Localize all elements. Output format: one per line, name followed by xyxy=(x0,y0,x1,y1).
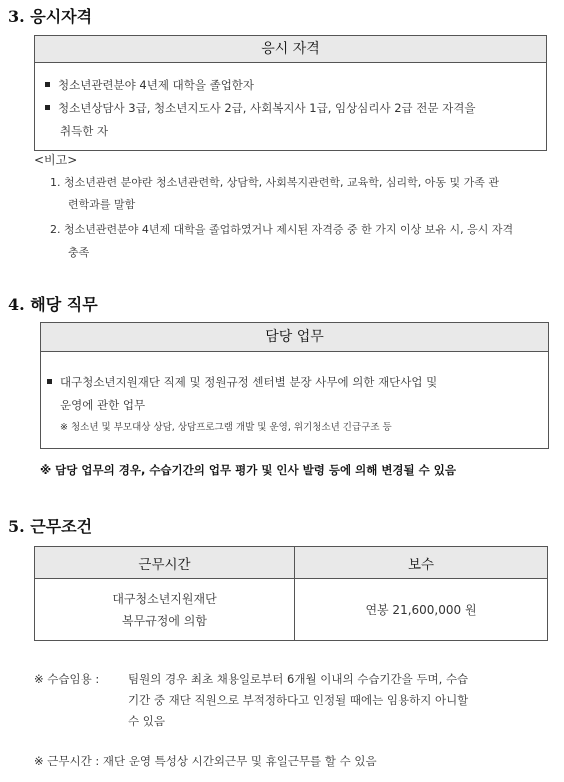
section-3-heading: 3. 응시자격 xyxy=(8,7,93,26)
eligibility-box xyxy=(34,35,547,151)
eligibility-item-1: 청소년관련분야 4년제 대학을 졸업한자 xyxy=(45,74,254,96)
probation-line-2: 기간 중 재단 직원으로 부적정하다고 인정될 때에는 임용하지 아니할 xyxy=(128,693,469,707)
bullet-icon xyxy=(47,379,52,384)
eligibility-box-title: 응시 자격 xyxy=(35,36,546,63)
remark-2: 2. 청소년관련분야 4년제 대학을 졸업하였거나 제시된 자격증 중 한 가지 이상 보유 시, 응시 자격 xyxy=(50,223,514,236)
duties-box xyxy=(40,322,549,449)
eligibility-item-2: 청소년상담사 3급, 청소년지도사 2급, 사회복지사 1급, 임상심리사 2급 전문 자격을 xyxy=(45,97,476,119)
duties-change-notice: ※ 담당 업무의 경우, 수습기간의 업무 평가 및 인사 발령 등에 의해 변경될 수 있음 xyxy=(40,463,456,477)
duties-item-1-cont: 운영에 관한 업무 xyxy=(60,398,146,412)
section-4-heading: 4. 해당 직무 xyxy=(8,295,98,314)
bullet-icon xyxy=(45,105,50,110)
hours-value-line-1: 대구청소년지원재단 xyxy=(112,591,217,606)
col-header-pay: 보수 xyxy=(295,547,548,579)
probation-line-1: 팀원의 경우 최초 채용일로부터 6개월 이내의 수습기간을 두며, 수습 xyxy=(128,672,469,686)
remark-1-cont: 련학과를 말함 xyxy=(68,198,136,211)
remark-1: 1. 청소년관련 분야란 청소년관련학, 상담학, 사회복지관련학, 교육학, 심리학, 아동 및 가족 관 xyxy=(50,176,499,189)
duties-item-1: 대구청소년지원재단 직제 및 정원규정 센터별 분장 사무에 의한 재단사업 및 xyxy=(47,371,437,393)
work-conditions-table xyxy=(34,546,548,641)
eligibility-item-2-cont: 취득한 자 xyxy=(60,124,109,138)
col-header-hours: 근무시간 xyxy=(35,547,295,579)
work-hours-note: ※ 근무시간 : 재단 운영 특성상 시간외근무 및 휴일근무를 할 수 있음 xyxy=(34,754,377,768)
probation-label: ※ 수습임용 : xyxy=(34,672,100,686)
section-5-heading: 5. 근무조건 xyxy=(8,517,93,536)
duties-box-title: 담당 업무 xyxy=(41,323,548,352)
duties-sub-note: ※ 청소년 및 부모대상 상담, 상담프로그램 개발 및 운영, 위기청소년 긴급구조 등 xyxy=(60,422,392,433)
remark-2-cont: 충족 xyxy=(68,246,90,259)
remarks-label: <비고> xyxy=(34,153,78,167)
hours-cell xyxy=(35,579,295,641)
pay-cell: 연봉 21,600,000 원 xyxy=(295,579,548,641)
hours-value-line-2: 복무규정에 의함 xyxy=(122,613,207,628)
probation-line-3: 수 있음 xyxy=(128,714,165,728)
bullet-icon xyxy=(45,82,50,87)
